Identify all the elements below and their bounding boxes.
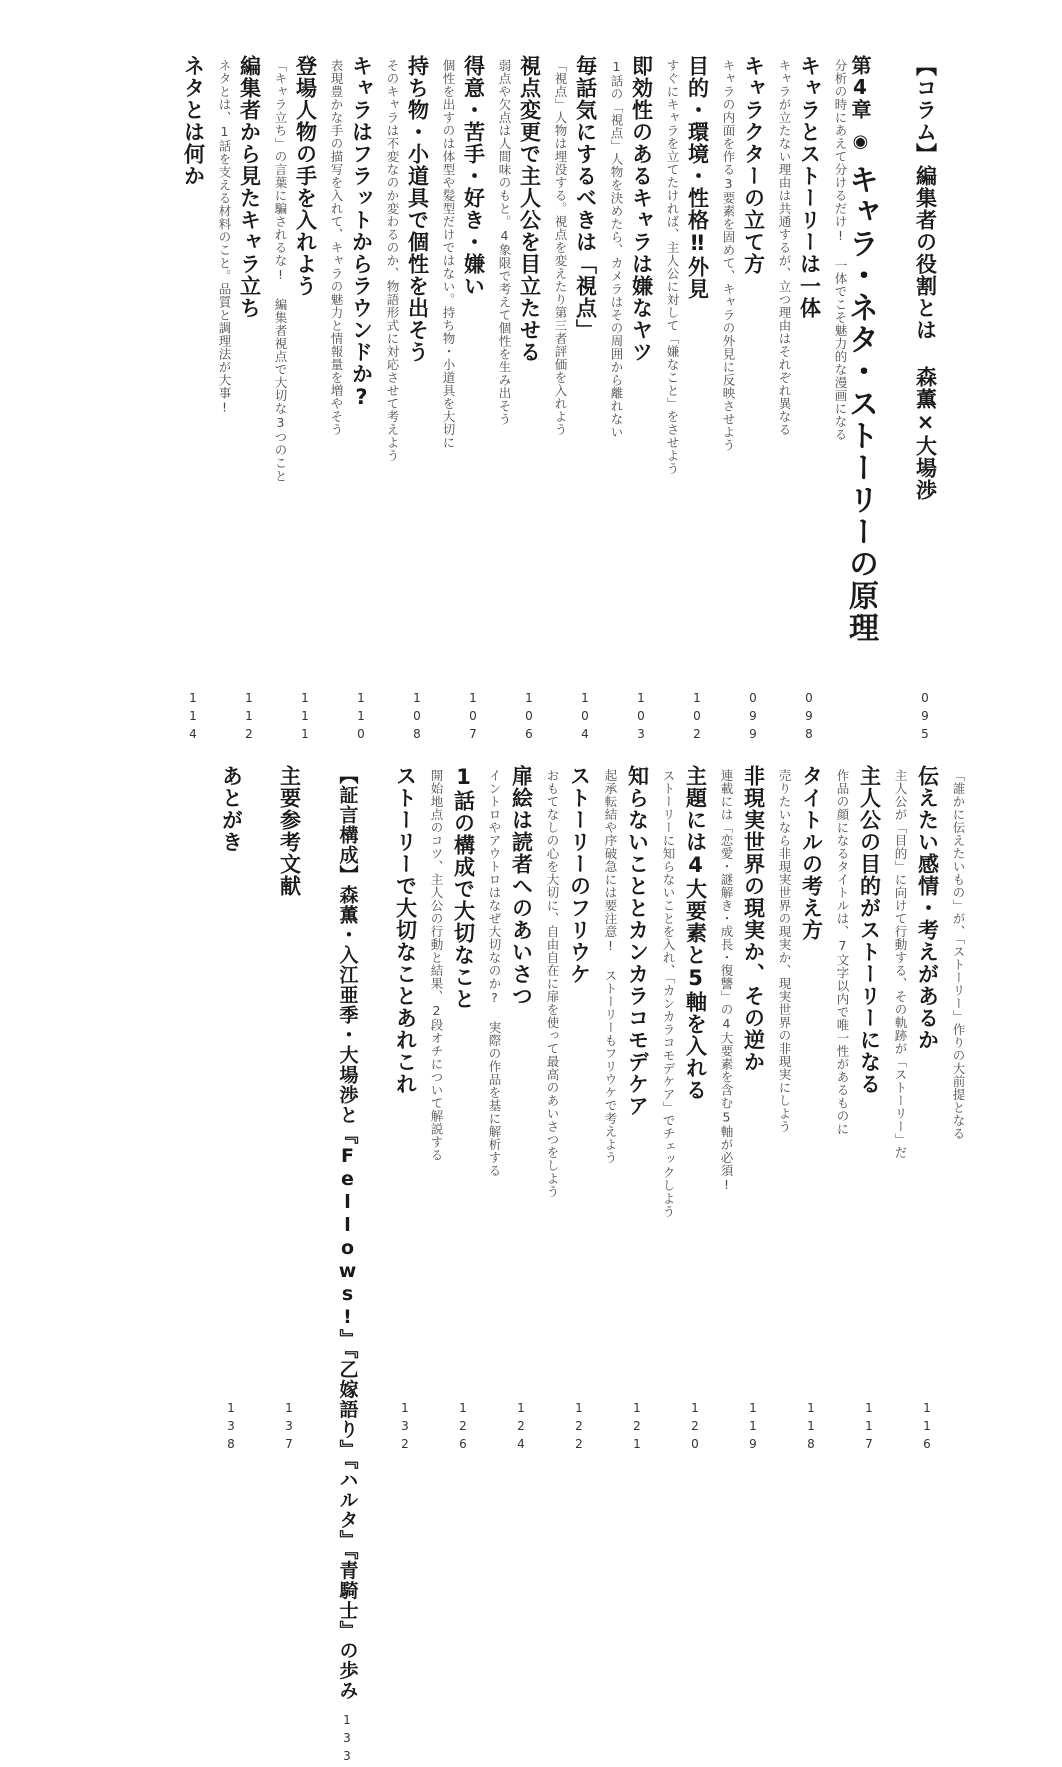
leader-line bbox=[521, 1007, 522, 1401]
toc-entry[interactable] bbox=[566, 765, 592, 1455]
leader-line bbox=[695, 1101, 696, 1401]
page-number: 098 bbox=[802, 691, 816, 745]
entry-subtitle: 弱点や欠点は人間味のもと。4象限で考えて個性を生み出そう bbox=[497, 59, 512, 426]
toc-entry[interactable] bbox=[218, 765, 244, 1455]
entry-subtitle: そのキャラは不変なのか変わるのか、物語形式に対応させて考えよう bbox=[385, 59, 400, 462]
page-number: 107 bbox=[466, 691, 480, 745]
page-number: 102 bbox=[690, 691, 704, 745]
entry-subtitle: 「視点」人物は埋没する。視点を変えたり第三者評価を入れよう bbox=[553, 59, 568, 436]
leader-line bbox=[361, 410, 362, 691]
entry-subtitle: 起承転結や序破急には要注意! ストーリーもフリウケで考えよう bbox=[603, 769, 618, 1164]
entry-subtitle: ネタとは、1話を支える材料のこと。品質と調理法が大事! bbox=[217, 59, 232, 415]
entry-title: 扉絵は読者へのあいさつ bbox=[509, 765, 534, 1007]
entry-title: ストーリーのフリウケ bbox=[567, 765, 592, 985]
leader-line bbox=[869, 1095, 870, 1401]
page-number: 103 bbox=[634, 691, 648, 745]
leader-line bbox=[579, 985, 580, 1401]
page-number: 118 bbox=[804, 1401, 818, 1455]
page-number: 120 bbox=[688, 1401, 702, 1455]
entry-title: 主人公の目的がストーリーになる bbox=[857, 765, 882, 1095]
entry-title: 伝えたい感情・考えがあるか bbox=[915, 765, 940, 1051]
entry-title: キャラはフラットからラウンドか? bbox=[349, 55, 374, 410]
page-number: 111 bbox=[298, 691, 312, 745]
page-number: 112 bbox=[242, 691, 256, 745]
toc-entry[interactable] bbox=[624, 765, 650, 1455]
entry-subtitle: 「誰かに伝えたいもの」が、「ストーリー」作りの大前提となる bbox=[951, 769, 966, 1140]
entry-title: 知らないこととカンカラコモデケア bbox=[625, 765, 650, 1117]
page-number: 138 bbox=[224, 1401, 238, 1455]
toc-entry[interactable] bbox=[572, 55, 598, 745]
toc-entry[interactable] bbox=[180, 55, 206, 745]
entry-title: 非現実世界の現実か、その逆か bbox=[741, 765, 766, 1073]
toc-entry[interactable] bbox=[796, 55, 822, 745]
leader-line bbox=[305, 297, 306, 691]
leader-line bbox=[925, 501, 926, 691]
toc-entry[interactable] bbox=[404, 55, 430, 745]
page-number: 099 bbox=[746, 691, 760, 745]
entry-title: キャラクターの立て方 bbox=[741, 55, 766, 275]
entry-subtitle: キャラの内面を作る3要素を固めて、キャラの外見に反映させよう bbox=[721, 59, 736, 452]
entry-subtitle: 連載には「恋愛・謎解き・成長・復讐」の4大要素を含む5軸が必須! bbox=[719, 769, 734, 1193]
entry-subtitle: すぐにキャラを立てたければ、主人公に対して「嫌なこと」をさせよう bbox=[665, 59, 680, 475]
entry-subtitle: 個性を出すのは体型や髪型だけではない。持ち物・小道具を大切に bbox=[441, 59, 456, 449]
entry-subtitle: 主人公が「目的」に向けて行動する、その軌跡が「ストーリー」だ bbox=[893, 769, 908, 1159]
leader-line bbox=[193, 187, 194, 691]
entry-title: 毎話気にするべきは「視点」 bbox=[573, 55, 598, 341]
toc-entry[interactable] bbox=[508, 765, 534, 1455]
toc-entry[interactable] bbox=[334, 765, 360, 1767]
leader-line bbox=[641, 363, 642, 691]
page-number: 132 bbox=[398, 1401, 412, 1455]
entry-subtitle: 開始地点のコツ、主人公の行動と結果、2段オチについて解説する bbox=[429, 769, 444, 1162]
page-number: 114 bbox=[186, 691, 200, 745]
toc-entry[interactable] bbox=[914, 765, 940, 1455]
leader-line bbox=[811, 941, 812, 1401]
leader-line bbox=[753, 1073, 754, 1401]
leader-line bbox=[585, 341, 586, 691]
toc-entry[interactable] bbox=[292, 55, 318, 745]
leader-line bbox=[231, 853, 232, 1401]
toc-entry[interactable] bbox=[276, 765, 302, 1455]
leader-line bbox=[347, 1701, 348, 1713]
entry-title: ストーリーで大切なことあれこれ bbox=[393, 765, 418, 1095]
entry-title: 持ち物・小道具で個性を出そう bbox=[405, 55, 430, 363]
entry-title: 登場人物の手を入れよう bbox=[293, 55, 318, 297]
leader-line bbox=[473, 297, 474, 691]
page-number: 137 bbox=[282, 1401, 296, 1455]
page-number: 108 bbox=[410, 691, 424, 745]
entry-subtitle: イントロやアウトロはなぜ大切なのか? 実際の作品を基に解析する bbox=[487, 769, 502, 1177]
page-number: 095 bbox=[918, 691, 932, 745]
toc-entry[interactable] bbox=[856, 765, 882, 1455]
entry-subtitle: 作品の顔になるタイトルは、7文字以内で唯一性があるものに bbox=[835, 769, 850, 1136]
chapter-label: 第4章 bbox=[848, 55, 872, 119]
toc-entry[interactable] bbox=[740, 765, 766, 1455]
entry-title: 即効性のあるキャラは嫌なヤツ bbox=[629, 55, 654, 363]
toc-entry[interactable] bbox=[516, 55, 542, 745]
entry-title: 【証言構成】森薫・入江亜季・大場渉と『Fellows!』『乙嫁語り』『ハルタ』『青騎士』の歩み bbox=[336, 765, 359, 1701]
page-number: 124 bbox=[514, 1401, 528, 1455]
page-number: 121 bbox=[630, 1401, 644, 1455]
leader-line bbox=[417, 363, 418, 691]
toc-entry[interactable] bbox=[682, 765, 708, 1455]
entry-title: あとがき bbox=[219, 765, 244, 853]
entry-subtitle: おもてなしの心を大切に、自由自在に扉を使って最高のあいさつをしよう bbox=[545, 769, 560, 1198]
page-number: 110 bbox=[354, 691, 368, 745]
entry-title: 1話の構成で大切なこと bbox=[451, 765, 476, 1010]
entry-title: 得意・苦手・好き・嫌い bbox=[461, 55, 486, 297]
page-number: 119 bbox=[746, 1401, 760, 1455]
leader-line bbox=[697, 300, 698, 691]
toc-entry[interactable] bbox=[392, 765, 418, 1455]
entry-title: 視点変更で主人公を目立たせる bbox=[517, 55, 542, 363]
toc-entry[interactable] bbox=[798, 765, 824, 1455]
entry-subtitle: ストーリーに知らないことを入れ、「カンカラコモデケア」でチェックしよう bbox=[661, 769, 676, 1218]
entry-title: 編集者から見たキャラ立ち bbox=[237, 55, 262, 319]
toc-entry[interactable] bbox=[348, 55, 374, 745]
toc-entry[interactable] bbox=[740, 55, 766, 745]
entry-title: 主題には4大要素と5軸を入れる bbox=[683, 765, 708, 1101]
toc-entry-column[interactable] bbox=[910, 55, 940, 745]
entry-subtitle: キャラが立たない理由は共通するが、立つ理由はそれぞれ異なる bbox=[777, 59, 792, 436]
entry-title: 主要参考文献 bbox=[277, 765, 302, 897]
toc-bottom-half bbox=[80, 765, 966, 1767]
entry-subtitle: 「キャラ立ち」の言葉に騙されるな! 編集者視点で大切な3つのこと bbox=[273, 59, 288, 483]
leader-line bbox=[529, 363, 530, 691]
entry-subtitle: 表現豊かな手の描写を入れて、キャラの魅力と情報量を増やそう bbox=[329, 59, 344, 436]
leader-line bbox=[927, 1051, 928, 1401]
toc-entry[interactable] bbox=[450, 765, 476, 1455]
entry-title: ネタとは何か bbox=[181, 55, 206, 187]
page-number: 126 bbox=[456, 1401, 470, 1455]
entry-title: 【コラム】編集者の役割とは 森薫×大場渉 bbox=[913, 55, 938, 501]
page-number: 116 bbox=[920, 1401, 934, 1455]
entry-title: 目的・環境・性格‼外見 bbox=[685, 55, 710, 300]
page-number: 106 bbox=[522, 691, 536, 745]
leader-line bbox=[249, 319, 250, 691]
toc-entry[interactable] bbox=[460, 55, 486, 745]
leader-line bbox=[637, 1117, 638, 1401]
entry-subtitle: 1話の「視点」人物を決めたら、カメラはその周囲から離れない bbox=[609, 59, 624, 439]
entry-title: タイトルの考え方 bbox=[799, 765, 824, 941]
leader-line bbox=[405, 1095, 406, 1401]
entry-subtitle: 売りたいなら非現実世界の現実か、現実世界の非現実にしよう bbox=[777, 769, 792, 1133]
entry-subtitle: 分析の時にあえて分けるだけ! 一体でこそ魅力的な漫画になる bbox=[833, 59, 848, 441]
toc-entry[interactable] bbox=[684, 55, 710, 745]
page-number: 104 bbox=[578, 691, 592, 745]
toc-entry[interactable] bbox=[628, 55, 654, 745]
leader-line bbox=[753, 275, 754, 691]
leader-line bbox=[809, 319, 810, 691]
leader-line bbox=[463, 1010, 464, 1401]
page-number: 117 bbox=[862, 1401, 876, 1455]
toc-top-half bbox=[80, 55, 940, 745]
page-number: 133 bbox=[340, 1712, 354, 1767]
leader-line bbox=[289, 897, 290, 1401]
page-number: 122 bbox=[572, 1401, 586, 1455]
chapter-title: キャラ・ネタ・ストーリーの原理 bbox=[843, 164, 878, 644]
bullet-icon: ◉ bbox=[850, 131, 871, 152]
toc-entry[interactable] bbox=[236, 55, 262, 745]
entry-title: キャラとストーリーは一体 bbox=[797, 55, 822, 319]
